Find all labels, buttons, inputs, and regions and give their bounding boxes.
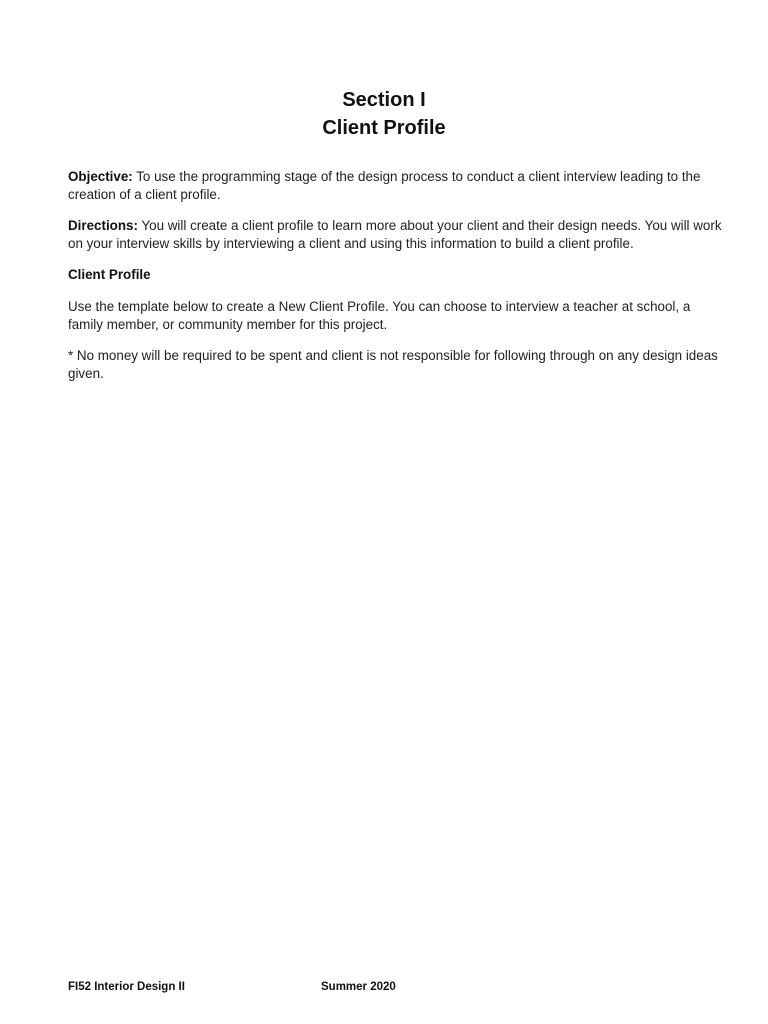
section-title: Section I: [342, 89, 426, 111]
title-block: [0, 86, 768, 142]
directions-text: You will create a client profile to learn more about your client and their design needs. You will work on your interview skills by interviewing a client and using this information to build a client profile.: [68, 218, 722, 251]
document-body: [68, 168, 728, 396]
template-instruction-paragraph: Use the template below to create a New Client Profile. You can choose to interview a teacher at school, a family member, or community member for this project.: [68, 299, 691, 332]
directions-paragraph: [68, 217, 728, 253]
objective-text: To use the programming stage of the design process to conduct a client interview leading to the creation of a client profile.: [68, 169, 701, 202]
footer-term: Summer 2020: [321, 981, 396, 993]
page-footer: [68, 981, 708, 999]
page-title: Client Profile: [322, 117, 446, 139]
client-profile-heading: Client Profile: [68, 267, 151, 282]
objective-label: Objective:: [68, 169, 133, 184]
directions-label: Directions:: [68, 218, 138, 233]
objective-paragraph: [68, 168, 728, 204]
note-paragraph: * No money will be required to be spent and client is not responsible for following through on any design ideas given.: [68, 348, 718, 381]
footer-course: FI52 Interior Design II: [68, 981, 185, 993]
